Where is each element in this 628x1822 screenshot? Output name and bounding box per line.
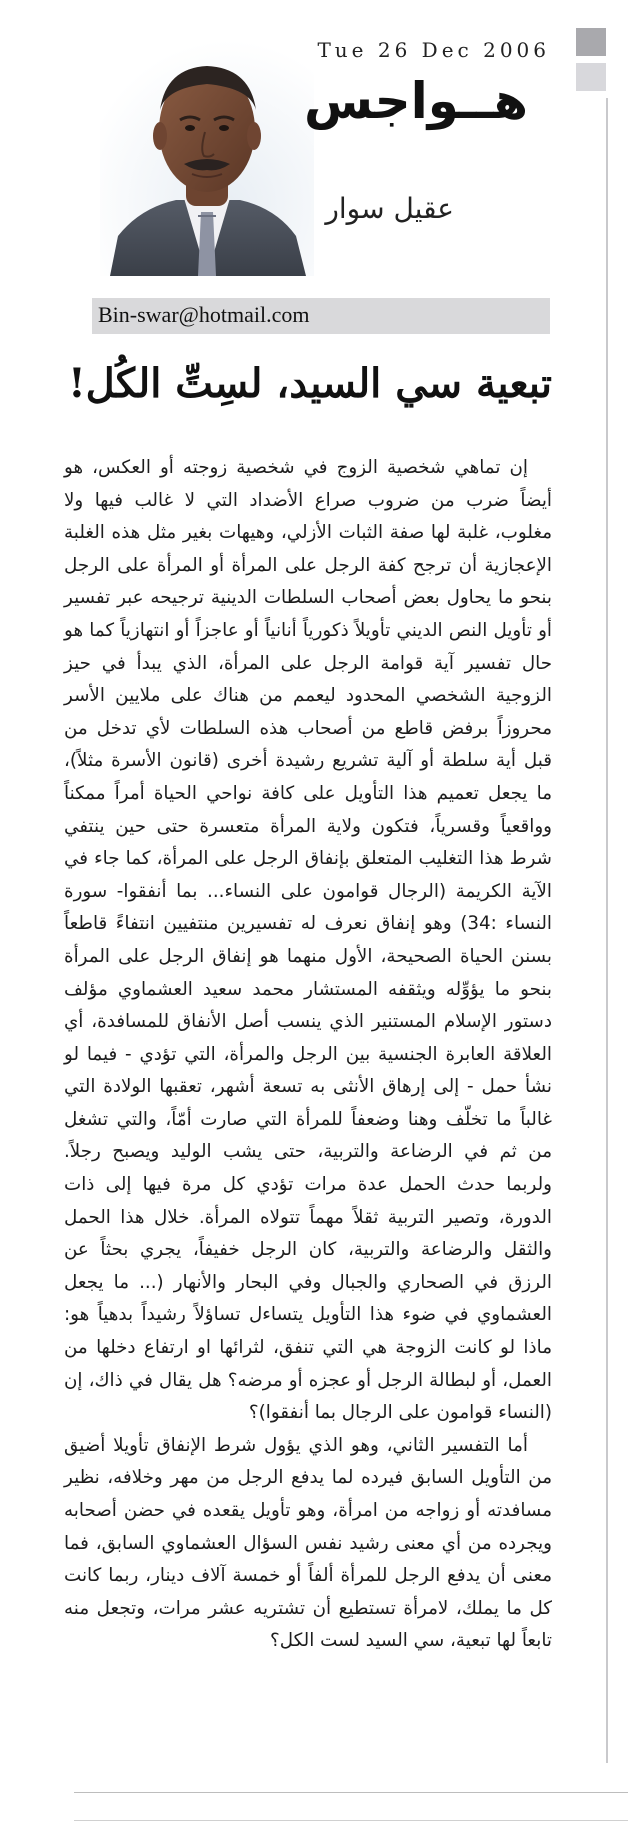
article-paragraph: أما التفسير الثاني، وهو الذي يؤول شرط الإنفاق تأويلا أضيق من التأويل السابق فيرده لما يدفع الرجل من مهر وخلافه، نظير مسافدته أو زواجه من امرأة، وهو تأويل يقعده في حضن أصحابه ويجرده من أي معنى رشيد نفس السؤال العشماوي السابق، فما معنى أن يدفع الرجل للمرأة ألفاً أو خمسة آلاف دينار، ربما كانت كل ما يملك، لامرأة تستطيع أن تشتريه عشر مرات، وتجعل منه تابعاً لها تبعية، سي السيد لست الكل؟ [64, 1434, 552, 1652]
article-headline: تبعية سي السيد، لسِتِّ الكُل! [68, 360, 552, 407]
bottom-divider [74, 1792, 628, 1793]
article-paragraph: إن تماهي شخصية الزوج في شخصية زوجته أو العكس، هو أيضاً ضرب من ضروب صراع الأضداد التي لا غالب فيها ولا مغلوب، غلبة لها صفة الثبات الأزلي، وهيهات بغير مثل هذه الغلبة الإعجازية أن ترجح كفة الرجل على المرأة أو المرأة على الرجل بنحو ما يحاول بعض أصحاب السلطات الدينية ترجيحه عبر تفسير أو تأويل النص الديني تأويلاً ذكورياً أنانياً أو عاجزاً أو انتهازياً كما هو حال تفسير آية قوامة الرجل على المرأة، الذي يبدأ في حيز الزوجية الشخصي المحدود ليعمم من هناك على ملايين الأسر محروزاً برفض قاطع من أصحاب هذه السلطات لأي تدخل من قبل أية سلطة أو آلية تشريع رشيدة أخرى (قانون الأسرة مثلاً)، ما يجعل تعميم هذا التأويل على كافة نواحي الحياة أمراً ممكناً وواقعياً وقسرياً، فتكون ولاية المرأة متعسرة حتى حين ينتفي شرط هذا التغليب المتعلق بإنفاق الرجل على المرأة، كما جاء في الآية الكريمة (الرجال قوامون على النساء... بما أنفقوا- سورة النساء :34) وهو إنفاق نعرف له تفسيرين منتفيين انتفاءً قاطعاً بسنن الحياة الصحيحة، الأول منهما هو إنفاق الرجل على المرأة بنحو ما يؤوِّله ويثقفه المستشار محمد سعيد العشماوي مؤلف دستور الإسلام المستنير الذي ينسب أصل الأنفاق للمسافدة، أي العلاقة العابرة الجنسية بين الرجل والمرأة، التي تؤدي - فيما لو نشأ حمل - إلى إرهاق الأنثى به تسعة أشهر، تعقبها الولادة التي غالباً ما تخلّف وهنا وضعفاً للمرأة التي صارت أمّاً، والتي تشغل من ثم في الرضاعة والتربية، حتى يشب الوليد ويصبح رجلاً. ولربما حدث الحمل عدة مرات تؤدي كل مرة فيها إلى ذات الدورة، وتصير التربية ثقلاً مهماً تتولاه المرأة. خلال هذا الحمل والثقل والرضاعة والتربية، كان الرجل خفيفاً، يجري بحثاً عن الرزق في الصحاري والجبال وفي البحار والأنهار (... ما يجعل العشماوي في ضوء هذا التأويل يتساءل تساؤلاً رشيداً بدهياً هو: ماذا لو كانت الزوجة هي التي تنفق، لثرائها او ارتفاع دخلها من العمل، أو لبطالة الرجل أو عجزه أو مرضه؟ هل يقال في ذاك، إن (النساء قوامون على الرجال بما أنفقوا)؟ [64, 457, 552, 1424]
decorative-square-dark [576, 28, 606, 56]
bottom-divider-secondary [74, 1820, 628, 1821]
publication-date: Tue 26 Dec 2006 [317, 38, 550, 62]
decorative-square-light [576, 63, 606, 91]
column-title: هــواجس [303, 72, 528, 130]
author-photo [100, 40, 314, 276]
article-body [64, 452, 552, 1772]
author-email[interactable]: Bin-swar@hotmail.com [98, 302, 310, 327]
author-name: عقيل سوار [325, 192, 454, 225]
email-bar [92, 298, 550, 334]
column-rule [606, 98, 608, 1763]
